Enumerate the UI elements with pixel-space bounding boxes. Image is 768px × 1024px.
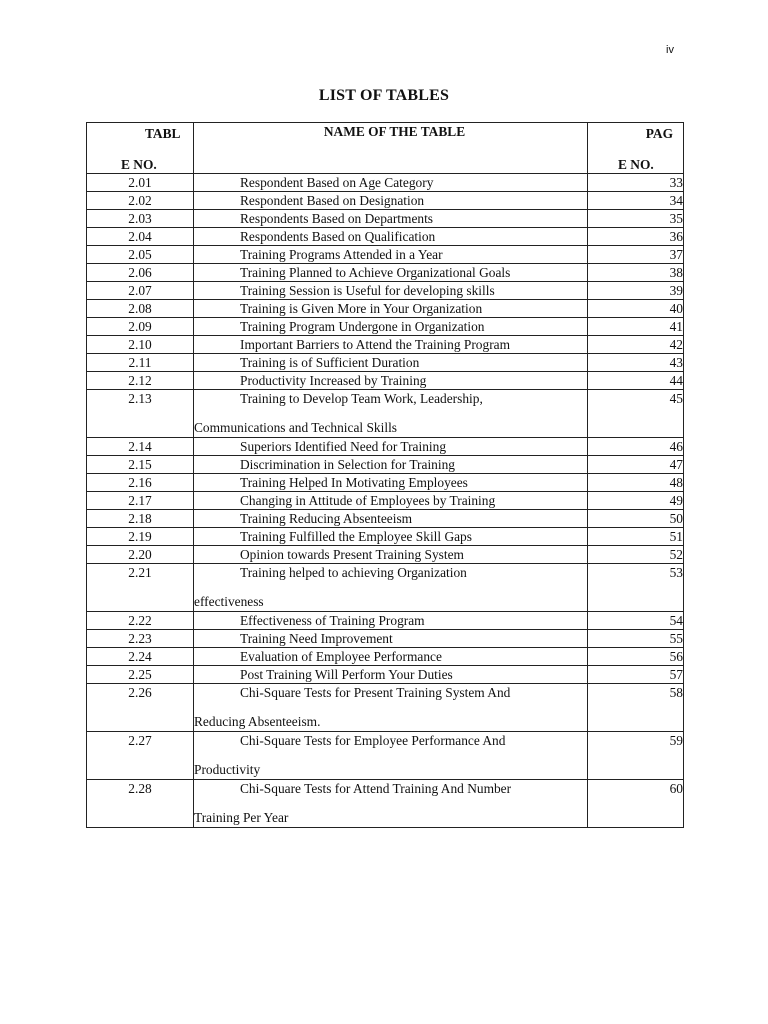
page-number-cell: 38 — [588, 264, 684, 282]
table-row — [87, 546, 684, 564]
table-name-cell — [194, 666, 588, 684]
list-of-tables — [86, 122, 684, 828]
table-name-cell — [194, 564, 588, 612]
table-number-cell: 2.19 — [87, 528, 194, 546]
table-name-text: Training to Develop Team Work, Leadership, — [240, 391, 483, 406]
table-number-cell: 2.12 — [87, 372, 194, 390]
table-number-cell: 2.11 — [87, 354, 194, 372]
header-page-line2: E NO. — [618, 157, 654, 172]
page-number-cell: 37 — [588, 246, 684, 264]
table-name-text: Discrimination in Selection for Training — [240, 457, 455, 472]
table-number-cell: 2.17 — [87, 492, 194, 510]
page-number-cell: 50 — [588, 510, 684, 528]
table-name-cell — [194, 192, 588, 210]
table-name-continuation: Training Per Year — [194, 810, 289, 825]
table-name-text: Post Training Will Perform Your Duties — [240, 667, 453, 682]
table-name-cell — [194, 684, 588, 732]
page-number-cell: 52 — [588, 546, 684, 564]
table-name-text: Chi-Square Tests for Present Training System And — [240, 685, 511, 700]
table-name-cell — [194, 390, 588, 438]
table-row — [87, 228, 684, 246]
table-number-cell: 2.13 — [87, 390, 194, 438]
table-number-cell: 2.26 — [87, 684, 194, 732]
page-number-cell: 42 — [588, 336, 684, 354]
table-name-cell — [194, 732, 588, 780]
table-name-cell — [194, 210, 588, 228]
table-name-cell — [194, 492, 588, 510]
table-row — [87, 648, 684, 666]
table-name-text: Chi-Square Tests for Employee Performance And — [240, 733, 506, 748]
page-number-cell: 53 — [588, 564, 684, 612]
table-name-cell — [194, 474, 588, 492]
table-row — [87, 390, 684, 438]
table-row — [87, 528, 684, 546]
table-name-text: Training Program Undergone in Organization — [240, 319, 485, 334]
table-name-text: Chi-Square Tests for Attend Training And Number — [240, 781, 512, 796]
page-number-cell: 43 — [588, 354, 684, 372]
table-name-continuation: Reducing Absenteeism. — [194, 714, 321, 729]
table-row — [87, 630, 684, 648]
header-page-line1: PAG — [645, 126, 673, 141]
page-number-cell: 51 — [588, 528, 684, 546]
table-row — [87, 192, 684, 210]
table-name-text: Training Fulfilled the Employee Skill Gaps — [240, 529, 472, 544]
table-name-text: Training Reducing Absenteeism — [240, 511, 413, 526]
header-no-line2: E NO. — [121, 157, 157, 172]
table-name-text: Respondents Based on Departments — [240, 211, 434, 226]
table-name-cell — [194, 372, 588, 390]
table-row — [87, 666, 684, 684]
page-number-cell: 40 — [588, 300, 684, 318]
table-name-cell — [194, 354, 588, 372]
page-number-cell: 57 — [588, 666, 684, 684]
table-name-continuation: effectiveness — [194, 594, 264, 609]
page-number-cell: 55 — [588, 630, 684, 648]
table-number-cell: 2.15 — [87, 456, 194, 474]
table-row — [87, 300, 684, 318]
page-number-cell: 49 — [588, 492, 684, 510]
page-number: iv — [666, 44, 674, 56]
table-number-cell: 2.21 — [87, 564, 194, 612]
table-name-text: Training helped to achieving Organization — [240, 565, 467, 580]
table-name-text: Superiors Identified Need for Training — [240, 439, 447, 454]
table-name-cell — [194, 246, 588, 264]
table-name-text: Changing in Attitude of Employees by Training — [240, 493, 496, 508]
table-number-cell: 2.22 — [87, 612, 194, 630]
table-number-cell: 2.01 — [87, 174, 194, 192]
table-name-cell — [194, 780, 588, 828]
table-row — [87, 612, 684, 630]
page-number-cell: 46 — [588, 438, 684, 456]
page-number-cell: 35 — [588, 210, 684, 228]
table-name-text: Effectiveness of Training Program — [240, 613, 425, 628]
table-name-text: Training Need Improvement — [240, 631, 393, 646]
page-number-cell: 41 — [588, 318, 684, 336]
table-row — [87, 210, 684, 228]
table-number-cell: 2.20 — [87, 546, 194, 564]
table-body — [87, 174, 684, 828]
table-row — [87, 336, 684, 354]
table-name-cell — [194, 300, 588, 318]
table-number-cell: 2.04 — [87, 228, 194, 246]
table-number-cell: 2.25 — [87, 666, 194, 684]
page-number-cell: 34 — [588, 192, 684, 210]
table-number-cell: 2.18 — [87, 510, 194, 528]
table-number-cell: 2.27 — [87, 732, 194, 780]
table-row — [87, 510, 684, 528]
page-number-cell: 44 — [588, 372, 684, 390]
page-number-cell: 45 — [588, 390, 684, 438]
table-number-cell: 2.14 — [87, 438, 194, 456]
table-name-text: Training Programs Attended in a Year — [240, 247, 443, 262]
header-name-label: NAME OF THE TABLE — [323, 124, 466, 139]
table-number-cell: 2.10 — [87, 336, 194, 354]
table-row — [87, 780, 684, 828]
table-name-text: Respondent Based on Designation — [240, 193, 425, 208]
table-row — [87, 684, 684, 732]
table-name-cell — [194, 546, 588, 564]
table-name-cell — [194, 282, 588, 300]
table-number-cell: 2.05 — [87, 246, 194, 264]
table-number-cell: 2.09 — [87, 318, 194, 336]
table-name-cell — [194, 630, 588, 648]
table-name-text: Training Planned to Achieve Organizational Goals — [240, 265, 511, 280]
table-name-cell — [194, 174, 588, 192]
table-name-continuation: Communications and Technical Skills — [194, 420, 397, 435]
page-number-cell: 33 — [588, 174, 684, 192]
table-row — [87, 564, 684, 612]
table-number-cell: 2.24 — [87, 648, 194, 666]
table-row — [87, 372, 684, 390]
table-number-cell: 2.28 — [87, 780, 194, 828]
table-name-text: Training Session is Useful for developing skills — [240, 283, 495, 298]
table-row — [87, 282, 684, 300]
table-header-row — [87, 123, 684, 174]
page-number-cell: 60 — [588, 780, 684, 828]
column-header-name — [194, 123, 588, 174]
table-name-text: Respondents Based on Qualification — [240, 229, 436, 244]
table-row — [87, 264, 684, 282]
table-name-cell — [194, 648, 588, 666]
table-row — [87, 456, 684, 474]
table-name-cell — [194, 228, 588, 246]
table-name-cell — [194, 438, 588, 456]
table-number-cell: 2.08 — [87, 300, 194, 318]
table-name-cell — [194, 510, 588, 528]
table-name-text: Respondent Based on Age Category — [240, 175, 434, 190]
table-name-cell — [194, 336, 588, 354]
table-row — [87, 732, 684, 780]
table-row — [87, 474, 684, 492]
page-number-cell: 59 — [588, 732, 684, 780]
table-name-cell — [194, 456, 588, 474]
header-no-line1: TABL — [145, 126, 181, 141]
page-number-cell: 36 — [588, 228, 684, 246]
page-number-cell: 39 — [588, 282, 684, 300]
table-row — [87, 354, 684, 372]
page-number-cell: 58 — [588, 684, 684, 732]
page-number-cell: 47 — [588, 456, 684, 474]
table-number-cell: 2.07 — [87, 282, 194, 300]
page-number-cell: 56 — [588, 648, 684, 666]
table-name-text: Evaluation of Employee Performance — [240, 649, 442, 664]
table-number-cell: 2.16 — [87, 474, 194, 492]
page-number-cell: 54 — [588, 612, 684, 630]
page-number-cell: 48 — [588, 474, 684, 492]
table-row — [87, 438, 684, 456]
table-name-cell — [194, 612, 588, 630]
column-header-table-no — [87, 123, 194, 174]
table-name-text: Training is of Sufficient Duration — [240, 355, 420, 370]
table-name-continuation: Productivity — [194, 762, 261, 777]
table-name-text: Training is Given More in Your Organization — [240, 301, 483, 316]
table-row — [87, 246, 684, 264]
table-name-text: Opinion towards Present Training System — [240, 547, 464, 562]
table-name-text: Productivity Increased by Training — [240, 373, 427, 388]
table-row — [87, 174, 684, 192]
table-name-text: Training Helped In Motivating Employees — [240, 475, 468, 490]
table-number-cell: 2.02 — [87, 192, 194, 210]
table-number-cell: 2.06 — [87, 264, 194, 282]
table-name-cell — [194, 528, 588, 546]
table-name-cell — [194, 318, 588, 336]
table-number-cell: 2.03 — [87, 210, 194, 228]
table-name-cell — [194, 264, 588, 282]
table-row — [87, 492, 684, 510]
table-row — [87, 318, 684, 336]
table-name-text: Important Barriers to Attend the Training Program — [240, 337, 511, 352]
page-title: LIST OF TABLES — [318, 87, 450, 104]
table-number-cell: 2.23 — [87, 630, 194, 648]
column-header-page-no — [588, 123, 684, 174]
